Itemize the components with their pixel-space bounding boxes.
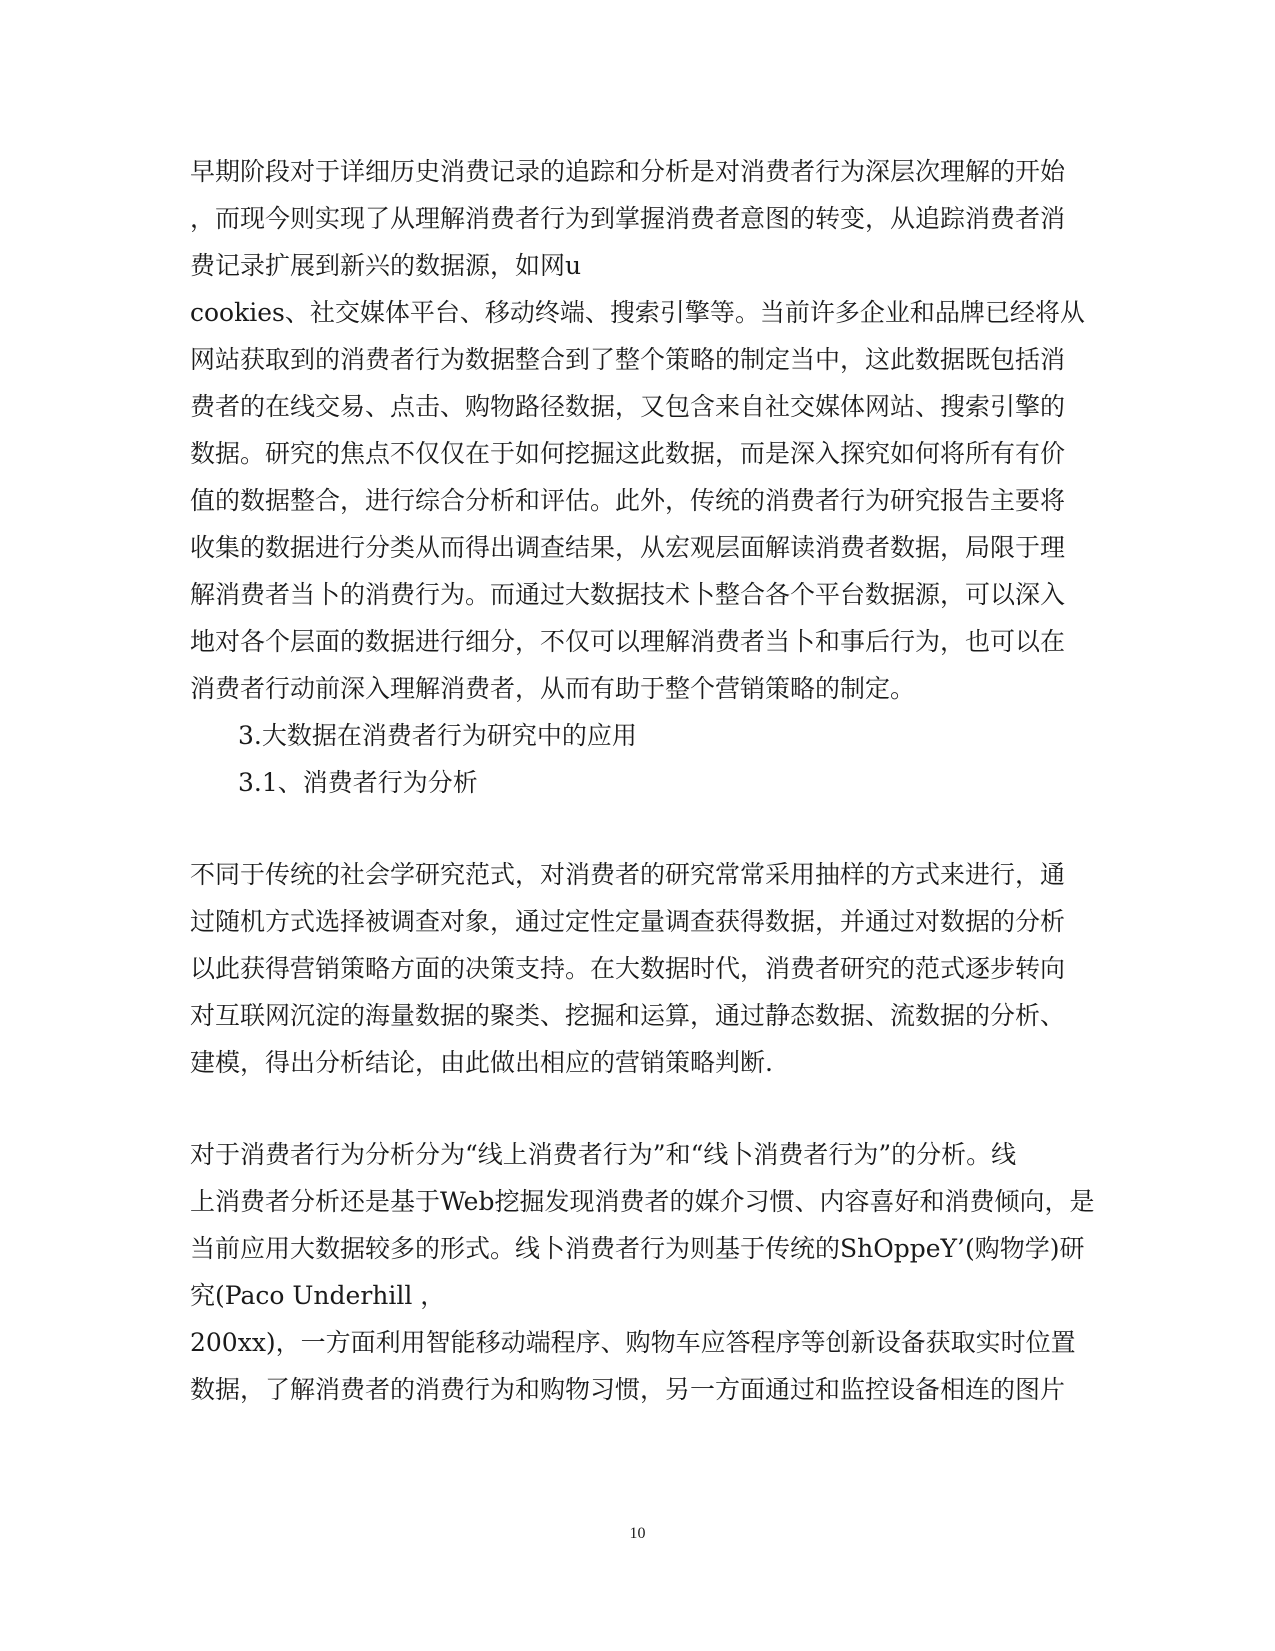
text-line: 上消费者分析还是基于Web挖掘发现消费者的媒介习惯、内容喜好和消费倾向，是: [190, 1187, 1095, 1216]
text-line: 不同于传统的社会学研究范式，对消费者的研究常常采用抽样的方式来进行，通: [190, 860, 1066, 889]
text-line: 值的数据整合，进行综合分析和评估。此外，传统的消费者行为研究报告主要将: [190, 486, 1066, 515]
subsection-heading: 3.1、消费者行为分析: [238, 768, 478, 797]
text-line: 消费者行动前深入理解消费者，从而有助于整个营销策略的制定。: [190, 674, 916, 703]
text-line: 数据，了解消费者的消费行为和购物习惯，另一方面通过和监控设备相连的图片: [190, 1375, 1066, 1404]
text-line: 对于消费者行为分析分为“线上消费者行为”和“线卜消费者行为”的分析。线: [190, 1140, 1017, 1169]
text-line: 地对各个层面的数据进行细分，不仅可以理解消费者当卜和事后行为，也可以在: [190, 627, 1066, 656]
text-line: ，而现今则实现了从理解消费者行为到掌握消费者意图的转变，从追踪消费者消: [190, 204, 1066, 233]
text-line: 费者的在线交易、点击、购物路径数据，又包含来自社交媒体网站、搜索引擎的: [190, 392, 1066, 421]
text-line: 以此获得营销策略方面的决策支持。在大数据时代，消费者研究的范式逐步转向: [190, 954, 1066, 983]
text-line: cookies、社交媒体平台、移动终端、搜索引擎等。当前许多企业和品牌已经将从: [190, 298, 1085, 327]
text-line: 对互联网沉淀的海量数据的聚类、挖掘和运算，通过静态数据、流数据的分析、: [190, 1001, 1066, 1030]
text-line: 费记录扩展到新兴的数据源，如网u: [190, 251, 582, 280]
text-line: 过随机方式选择被调查对象，通过定性定量调查获得数据，并通过对数据的分析: [190, 907, 1066, 936]
section-heading: 3.大数据在消费者行为研究中的应用: [238, 721, 637, 750]
text-line: 解消费者当卜的消费行为。而通过大数据技术卜整合各个平台数据源，可以深入: [190, 580, 1066, 609]
page-number: 10: [629, 1525, 646, 1542]
text-line: 数据。研究的焦点不仅仅在于如何挖掘这此数据，而是深入探究如何将所有有价: [190, 439, 1066, 468]
text-line: 当前应用大数据较多的形式。线卜消费者行为则基于传统的ShOppeY’(购物学)研: [190, 1234, 1085, 1263]
text-line: 建模，得出分析结论，由此做出相应的营销策略判断.: [190, 1048, 773, 1077]
text-line: 究(Paco Underhill ，: [190, 1281, 446, 1310]
text-line: 200xx)，一方面利用智能移动端程序、购物车应答程序等创新设备获取实时位置: [190, 1328, 1076, 1357]
text-line: 早期阶段对于详细历史消费记录的追踪和分析是对消费者行为深层次理解的开始: [190, 157, 1066, 186]
text-line: 收集的数据进行分类从而得出调查结果，从宏观层面解读消费者数据，局限于理: [190, 533, 1066, 562]
text-line: 网站获取到的消费者行为数据整合到了整个策略的制定当中，这此数据既包括消: [190, 345, 1066, 374]
